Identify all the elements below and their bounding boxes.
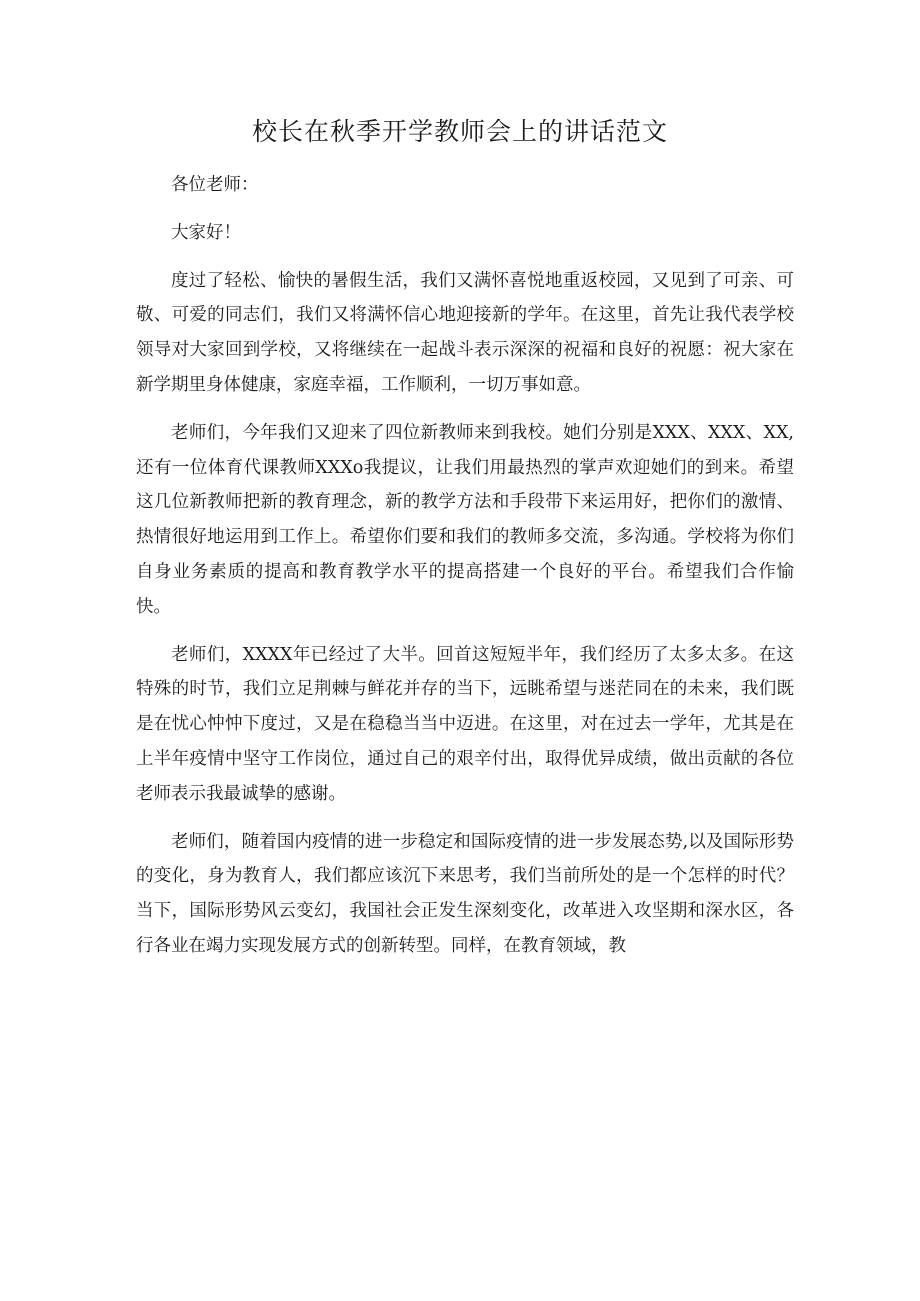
paragraph: 老师们，XXXX年已经过了大半。回首这短短半年，我们经历了太多太多。在这特殊的时节，我们立足荆棘与鲜花并存的当下，远眺希望与迷茫同在的未来，我们既是在忧心忡忡下度过，又是在稳稳当当中迈进。在这里，对在过去一学年，尤其是在上半年疫情中坚守工作岗位，通过自己的艰辛付出，取得优异成绩，做出贡献的各位老师表示我最诚挚的感谢。 <box>136 644 794 804</box>
salutation: 各位老师： <box>171 175 259 195</box>
document-body <box>136 168 794 977</box>
greeting: 大家好！ <box>171 222 241 243</box>
paragraph: 老师们，随着国内疫情的进一步稳定和国际疫情的进一步发展态势,以及国际形势的变化，身为教育人，我们都应该沉下来思考，我们当前所处的是一个怎样的时代？当下，国际形势风云变幻，我国社会正发生深刻变化，改革进入攻坚期和深水区，各行各业在竭力实现发展方式的创新转型。同样，在教育领域，教 <box>136 831 794 956</box>
document-title: 校长在秋季开学教师会上的讲话范文 <box>251 117 668 146</box>
paragraph: 老师们，今年我们又迎来了四位新教师来到我校。她们分别是XXX、XXX、XX,还有一位体育代课教师XXXo我提议，让我们用最热烈的掌声欢迎她们的到来。希望这几位新教师把新的教育理念，新的教学方法和手段带下来运用好，把你们的激情、热情很好地运用到工作上。希望你们要和我们的教师多交流，多沟通。学校将为你们自身业务素质的提高和教育教学水平的提高搭建一个良好的平台。希望我们合作愉快。 <box>136 422 794 617</box>
paragraph: 度过了轻松、愉快的暑假生活，我们又满怀喜悦地重返校园，又见到了可亲、可敬、可爱的同志们，我们又将满怀信心地迎接新的学年。在这里，首先让我代表学校领导对大家回到学校，又将继续在一起战斗表示深深的祝福和良好的祝愿：祝大家在新学期里身体健康，家庭幸福，工作顺利，一切万事如意。 <box>136 270 794 395</box>
